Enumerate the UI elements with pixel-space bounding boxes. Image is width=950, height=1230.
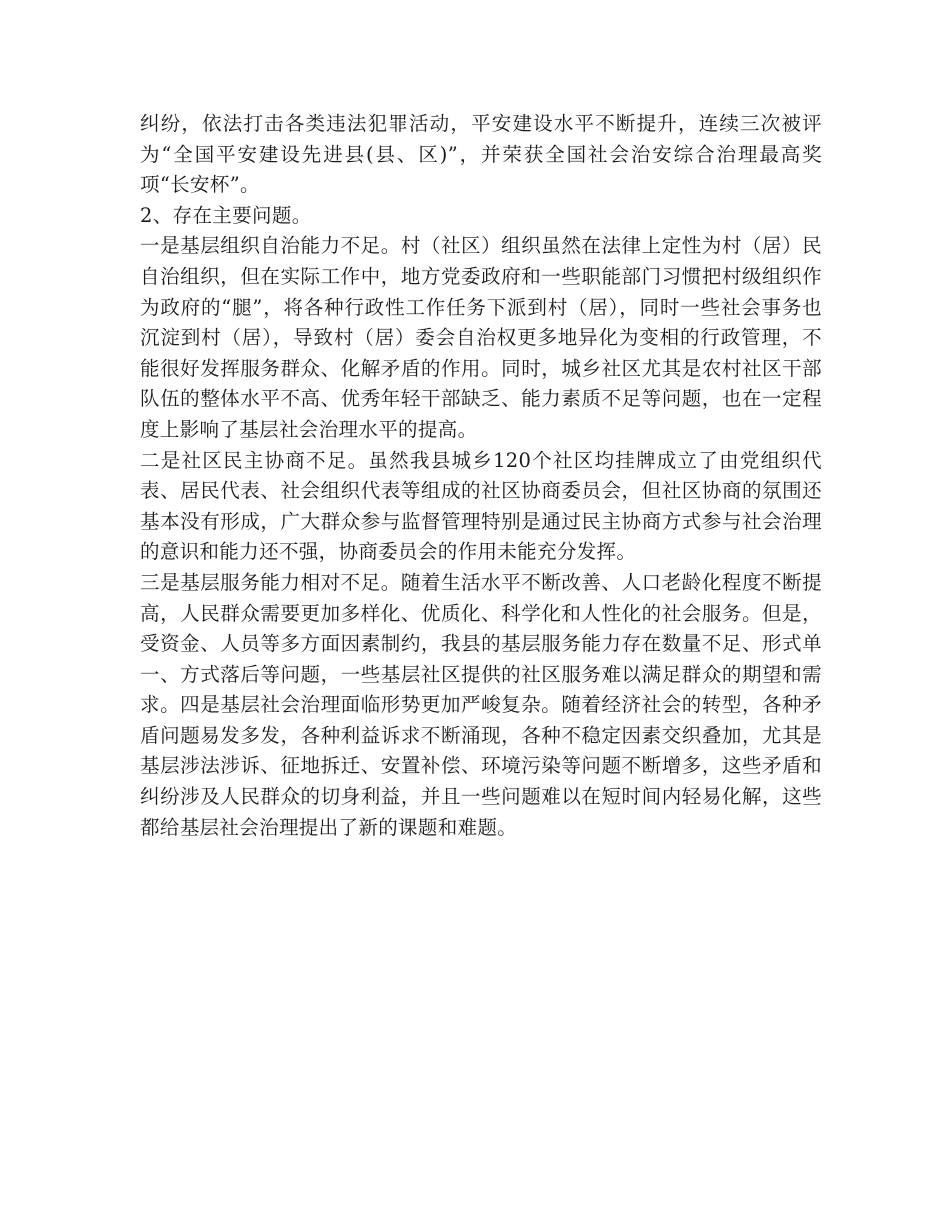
paragraph-problem-one: 一是基层组织自治能力不足。村（社区）组织虽然在法律上定性为村（居）民自治组织，但在实际工作中，地方党委政府和一些职能部门习惯把村级组织作为政府的“腿”，将各种行政性工作任务下派到村（居），同时一些社会事务也沉淀到村（居），导致村（居）委会自治权更多地异化为变相的行政管理，不能很好发挥服务群众、化解矛盾的作用。同时，城乡社区尤其是农村社区干部队伍的整体水平不高、优秀年轻干部缺乏、能力素质不足等问题，也在一定程度上影响了基层社会治理水平的提高。 [140, 234, 822, 441]
paragraph-problem-two: 二是社区民主协商不足。虽然我县城乡120个社区均挂牌成立了由党组织代表、居民代表、社会组织代表等组成的社区协商委员会，但社区协商的氛围还基本没有形成，广大群众参与监督管理特别是通过民主协商方式参与社会治理的意识和能力还不强，协商委员会的作用未能充分发挥。 [140, 448, 822, 564]
document-page [140, 109, 822, 843]
paragraph-problem-three-four: 三是基层服务能力相对不足。随着生活水平不断改善、人口老龄化程度不断提高，人民群众需要更加多样化、优质化、科学化和人性化的社会服务。但是，受资金、人员等多方面因素制约，我县的基层服务能力存在数量不足、形式单一、方式落后等问题，一些基层社区提供的社区服务难以满足群众的期望和需求。四是基层社会治理面临形势更加严峻复杂。随着经济社会的转型，各种矛盾问题易发多发，各种利益诉求不断涌现，各种不稳定因素交织叠加，尤其是基层涉法涉诉、征地拆迁、安置补偿、环境污染等问题不断增多，这些矛盾和纠纷涉及人民群众的切身利益，并且一些问题难以在短时间内轻易化解，这些都给基层社会治理提出了新的课题和难题。 [140, 570, 822, 839]
paragraph-continuation: 纠纷，依法打击各类违法犯罪活动，平安建设水平不断提升，连续三次被评为“全国平安建设先进县(县、区)”，并荣获全国社会治安综合治理最高奖项“长安杯”。 [140, 112, 822, 197]
section-heading-main-problems: 2、存在主要问题。 [140, 203, 312, 227]
